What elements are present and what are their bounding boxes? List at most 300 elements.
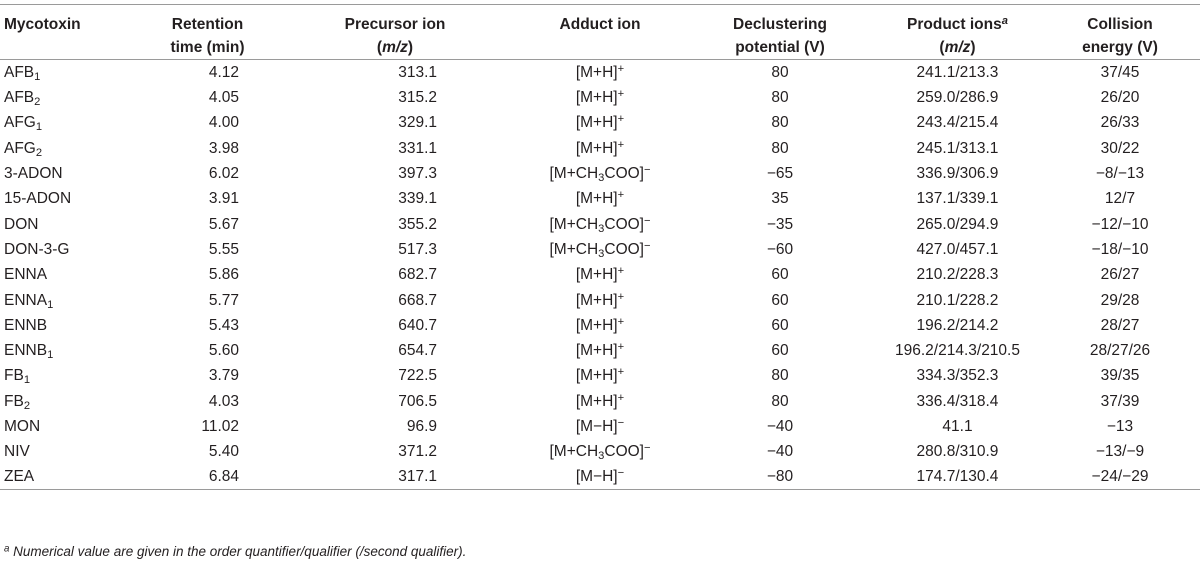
cell-declustering-potential bbox=[685, 161, 875, 186]
product-ions-value: 196.2/214.3/210.5 bbox=[895, 342, 1020, 360]
product-ions-value: 245.1/313.1 bbox=[916, 139, 999, 157]
header-declustering-line1: Declustering bbox=[733, 16, 827, 33]
header-row bbox=[0, 5, 1200, 60]
cell-adduct-ion bbox=[515, 464, 685, 490]
table-row bbox=[0, 439, 1200, 464]
cell-product-ions bbox=[875, 136, 1040, 161]
product-ions-value: 137.1/339.1 bbox=[916, 190, 999, 208]
declustering-potential-value: 80 bbox=[771, 64, 789, 81]
product-ions-value: 280.8/310.9 bbox=[916, 443, 999, 461]
collision-energy-value: 26/33 bbox=[1100, 114, 1140, 132]
table-row bbox=[0, 389, 1200, 414]
table-row bbox=[0, 85, 1200, 110]
adduct-ion-formula: [M+H] bbox=[575, 139, 618, 157]
product-ions-value: 210.1/228.2 bbox=[916, 291, 999, 309]
mycotoxin-name: ENNA bbox=[4, 266, 48, 284]
cell-mycotoxin bbox=[0, 338, 140, 363]
cell-mycotoxin bbox=[0, 363, 140, 388]
precursor-ion-value: 315.2 bbox=[398, 89, 437, 107]
collision-energy-value: −24/−29 bbox=[1091, 468, 1149, 486]
cell-mycotoxin bbox=[0, 136, 140, 161]
declustering-potential-value: 60 bbox=[771, 291, 789, 309]
adduct-ion-formula: [M+H] bbox=[575, 64, 618, 81]
declustering-potential-value: −65 bbox=[766, 165, 794, 183]
collision-energy-value: 12/7 bbox=[1104, 190, 1136, 208]
cell-adduct-ion bbox=[515, 439, 685, 464]
mycotoxin-name: ENNB bbox=[4, 316, 48, 334]
collision-energy-value: 28/27 bbox=[1100, 316, 1140, 334]
precursor-ion-value: 313.1 bbox=[398, 64, 437, 81]
cell-mycotoxin bbox=[0, 262, 140, 287]
cell-precursor-ion bbox=[275, 110, 515, 135]
cell-precursor-ion bbox=[275, 237, 515, 262]
cell-retention-time bbox=[140, 237, 275, 262]
cell-mycotoxin bbox=[0, 414, 140, 439]
collision-energy-value: 28/27/26 bbox=[1089, 342, 1151, 360]
declustering-potential-value: 60 bbox=[771, 316, 789, 334]
adduct-ion-formula: [M+CH bbox=[549, 443, 599, 461]
header-collision-line2: energy (V) bbox=[1082, 39, 1158, 56]
precursor-ion-value: 317.1 bbox=[398, 468, 437, 486]
cell-adduct-ion bbox=[515, 338, 685, 363]
adduct-ion-charge: − bbox=[644, 442, 651, 455]
mycotoxin-name: 3-ADON bbox=[4, 165, 63, 183]
mycotoxin-name-subscript: 2 bbox=[34, 95, 41, 108]
cell-collision-energy bbox=[1040, 211, 1200, 236]
adduct-ion-charge: + bbox=[617, 113, 625, 126]
cell-precursor-ion bbox=[275, 363, 515, 388]
cell-collision-energy bbox=[1040, 389, 1200, 414]
cell-collision-energy bbox=[1040, 186, 1200, 211]
cell-retention-time bbox=[140, 85, 275, 110]
cell-collision-energy bbox=[1040, 262, 1200, 287]
precursor-ion-value: 517.3 bbox=[398, 240, 437, 258]
cell-mycotoxin bbox=[0, 161, 140, 186]
product-ions-value: 210.2/228.3 bbox=[916, 266, 999, 284]
retention-time-value: 4.03 bbox=[208, 392, 239, 410]
cell-precursor-ion bbox=[275, 186, 515, 211]
table-row bbox=[0, 338, 1200, 363]
adduct-ion-formula: [M+H] bbox=[575, 114, 618, 132]
header-retention-line1: Retention bbox=[171, 16, 244, 33]
adduct-ion-formula: [M−H] bbox=[575, 468, 618, 486]
table-body bbox=[0, 60, 1200, 490]
collision-energy-value: −13 bbox=[1106, 418, 1134, 435]
cell-precursor-ion bbox=[275, 287, 515, 312]
cell-collision-energy bbox=[1040, 313, 1200, 338]
cell-product-ions bbox=[875, 464, 1040, 490]
cell-declustering-potential bbox=[685, 110, 875, 135]
cell-mycotoxin bbox=[0, 464, 140, 490]
mycotoxin-table-container bbox=[0, 4, 1200, 490]
cell-collision-energy bbox=[1040, 136, 1200, 161]
cell-product-ions bbox=[875, 211, 1040, 236]
cell-retention-time bbox=[140, 414, 275, 439]
cell-retention-time bbox=[140, 136, 275, 161]
adduct-ion-formula: [M+CH bbox=[549, 215, 599, 233]
adduct-ion-charge: + bbox=[617, 341, 625, 354]
cell-retention-time bbox=[140, 60, 275, 86]
retention-time-value: 5.60 bbox=[208, 342, 239, 360]
footnote-marker: a bbox=[4, 543, 10, 555]
cell-mycotoxin bbox=[0, 287, 140, 312]
product-ions-value: 427.0/457.1 bbox=[916, 240, 999, 258]
header-collision-line1: Collision bbox=[1087, 16, 1153, 33]
header-product-footnote-marker: a bbox=[1001, 14, 1008, 27]
declustering-potential-value: −60 bbox=[766, 240, 794, 258]
cell-mycotoxin bbox=[0, 60, 140, 86]
precursor-ion-value: 654.7 bbox=[398, 342, 437, 360]
cell-declustering-potential bbox=[685, 136, 875, 161]
declustering-potential-value: 80 bbox=[771, 89, 789, 107]
mycotoxin-name: ENNA bbox=[4, 291, 48, 309]
adduct-ion-formula: [M+H] bbox=[575, 291, 618, 309]
cell-precursor-ion bbox=[275, 161, 515, 186]
retention-time-value: 3.91 bbox=[208, 190, 239, 208]
cell-mycotoxin bbox=[0, 313, 140, 338]
table-row bbox=[0, 110, 1200, 135]
cell-mycotoxin bbox=[0, 110, 140, 135]
adduct-ion-formula-rest: COO] bbox=[604, 240, 644, 258]
mycotoxin-name-subscript: 2 bbox=[23, 399, 31, 412]
cell-adduct-ion bbox=[515, 136, 685, 161]
cell-mycotoxin bbox=[0, 439, 140, 464]
cell-precursor-ion bbox=[275, 60, 515, 86]
cell-product-ions bbox=[875, 60, 1040, 86]
table-row bbox=[0, 161, 1200, 186]
retention-time-value: 4.05 bbox=[208, 89, 239, 107]
adduct-ion-charge: + bbox=[617, 315, 625, 328]
cell-declustering-potential bbox=[685, 464, 875, 490]
adduct-ion-formula: [M+H] bbox=[575, 266, 618, 284]
collision-energy-value: 29/28 bbox=[1100, 291, 1140, 309]
declustering-potential-value: 80 bbox=[771, 139, 789, 157]
cell-product-ions bbox=[875, 439, 1040, 464]
adduct-ion-charge: + bbox=[617, 189, 625, 202]
cell-product-ions bbox=[875, 389, 1040, 414]
mycotoxin-name-subscript: 1 bbox=[47, 348, 54, 361]
cell-mycotoxin bbox=[0, 186, 140, 211]
precursor-ion-value: 329.1 bbox=[398, 114, 437, 132]
mycotoxin-name: AFG bbox=[4, 139, 36, 157]
collision-energy-value: 37/39 bbox=[1100, 392, 1140, 410]
precursor-ion-value: 96.9 bbox=[406, 418, 437, 435]
cell-collision-energy bbox=[1040, 161, 1200, 186]
declustering-potential-value: −40 bbox=[766, 418, 794, 435]
table-row bbox=[0, 464, 1200, 490]
cell-retention-time bbox=[140, 363, 275, 388]
declustering-potential-value: 80 bbox=[771, 392, 789, 410]
precursor-ion-value: 331.1 bbox=[398, 139, 437, 157]
mycotoxin-name: AFB bbox=[4, 64, 35, 81]
cell-product-ions bbox=[875, 161, 1040, 186]
cell-declustering-potential bbox=[685, 186, 875, 211]
header-product-line1: Product ions bbox=[907, 16, 1002, 33]
collision-energy-value: 26/20 bbox=[1100, 89, 1140, 107]
cell-product-ions bbox=[875, 363, 1040, 388]
mycotoxin-name: 15-ADON bbox=[4, 190, 72, 208]
mycotoxin-name: MON bbox=[4, 418, 41, 435]
mycotoxin-name: ZEA bbox=[4, 468, 35, 486]
cell-product-ions bbox=[875, 237, 1040, 262]
precursor-ion-value: 371.2 bbox=[398, 443, 437, 461]
cell-mycotoxin bbox=[0, 85, 140, 110]
cell-collision-energy bbox=[1040, 363, 1200, 388]
cell-collision-energy bbox=[1040, 110, 1200, 135]
mycotoxin-name-subscript: 1 bbox=[47, 298, 54, 311]
collision-energy-value: 30/22 bbox=[1100, 139, 1140, 157]
mycotoxin-name-subscript: 1 bbox=[35, 121, 43, 134]
cell-collision-energy bbox=[1040, 439, 1200, 464]
declustering-potential-value: 35 bbox=[771, 190, 789, 208]
collision-energy-value: −18/−10 bbox=[1091, 240, 1149, 258]
cell-retention-time bbox=[140, 262, 275, 287]
retention-time-value: 5.40 bbox=[208, 443, 239, 461]
cell-declustering-potential bbox=[685, 60, 875, 86]
adduct-ion-charge: − bbox=[617, 416, 625, 429]
cell-declustering-potential bbox=[685, 338, 875, 363]
collision-energy-value: −13/−9 bbox=[1095, 443, 1145, 461]
table-row bbox=[0, 313, 1200, 338]
cell-collision-energy bbox=[1040, 464, 1200, 490]
adduct-ion-charge: − bbox=[644, 239, 651, 252]
cell-precursor-ion bbox=[275, 389, 515, 414]
collision-energy-value: −12/−10 bbox=[1091, 215, 1149, 233]
cell-declustering-potential bbox=[685, 363, 875, 388]
cell-adduct-ion bbox=[515, 60, 685, 86]
adduct-ion-charge: − bbox=[644, 164, 651, 177]
adduct-ion-charge: + bbox=[617, 138, 625, 151]
precursor-ion-value: 706.5 bbox=[398, 392, 437, 410]
adduct-ion-formula: [M+CH bbox=[549, 240, 599, 258]
precursor-ion-value: 640.7 bbox=[398, 316, 437, 334]
adduct-ion-subscript: 3 bbox=[598, 247, 605, 260]
precursor-ion-value: 722.5 bbox=[398, 367, 437, 385]
cell-declustering-potential bbox=[685, 313, 875, 338]
cell-retention-time bbox=[140, 389, 275, 414]
product-ions-value: 259.0/286.9 bbox=[916, 89, 999, 107]
table-header bbox=[0, 5, 1200, 60]
cell-product-ions bbox=[875, 110, 1040, 135]
cell-adduct-ion bbox=[515, 161, 685, 186]
mycotoxin-name-subscript: 1 bbox=[34, 70, 41, 83]
cell-collision-energy bbox=[1040, 338, 1200, 363]
cell-product-ions bbox=[875, 262, 1040, 287]
header-retention-line2: time (min) bbox=[170, 39, 245, 56]
precursor-ion-value: 682.7 bbox=[398, 266, 437, 284]
adduct-ion-charge: + bbox=[617, 62, 625, 75]
product-ions-value: 336.9/306.9 bbox=[916, 165, 999, 183]
cell-retention-time bbox=[140, 110, 275, 135]
table-row bbox=[0, 237, 1200, 262]
product-ions-value: 41.1 bbox=[942, 418, 973, 435]
cell-collision-energy bbox=[1040, 237, 1200, 262]
mycotoxin-name: AFG bbox=[4, 114, 36, 132]
product-ions-value: 241.1/213.3 bbox=[916, 64, 999, 81]
retention-time-value: 5.43 bbox=[208, 316, 239, 334]
retention-time-value: 4.12 bbox=[208, 64, 239, 81]
cell-declustering-potential bbox=[685, 439, 875, 464]
retention-time-value: 5.77 bbox=[208, 291, 239, 309]
header-mycotoxin bbox=[0, 5, 140, 60]
retention-time-value: 3.79 bbox=[208, 367, 239, 385]
cell-product-ions bbox=[875, 338, 1040, 363]
cell-retention-time bbox=[140, 464, 275, 490]
cell-adduct-ion bbox=[515, 363, 685, 388]
cell-mycotoxin bbox=[0, 237, 140, 262]
cell-adduct-ion bbox=[515, 287, 685, 312]
adduct-ion-formula: [M−H] bbox=[575, 418, 618, 435]
cell-adduct-ion bbox=[515, 237, 685, 262]
adduct-ion-charge: + bbox=[617, 88, 625, 101]
product-ions-value: 334.3/352.3 bbox=[916, 367, 999, 385]
adduct-ion-charge: + bbox=[617, 265, 625, 278]
adduct-ion-subscript: 3 bbox=[598, 450, 605, 463]
header-adduct-label: Adduct ion bbox=[559, 16, 641, 33]
adduct-ion-subscript: 3 bbox=[598, 222, 605, 235]
product-ions-value: 336.4/318.4 bbox=[916, 392, 999, 410]
retention-time-value: 3.98 bbox=[208, 139, 239, 157]
mycotoxin-name: AFB bbox=[4, 89, 35, 107]
table-row bbox=[0, 262, 1200, 287]
adduct-ion-formula: [M+H] bbox=[575, 316, 618, 334]
product-ions-value: 265.0/294.9 bbox=[916, 215, 999, 233]
declustering-potential-value: −35 bbox=[766, 215, 794, 233]
header-product-ions bbox=[875, 5, 1040, 60]
table-row bbox=[0, 414, 1200, 439]
cell-retention-time bbox=[140, 186, 275, 211]
declustering-potential-value: 60 bbox=[771, 266, 789, 284]
header-declustering-line2: potential (V) bbox=[735, 39, 825, 56]
mycotoxin-name: ENNB bbox=[4, 342, 48, 360]
cell-precursor-ion bbox=[275, 211, 515, 236]
cell-retention-time bbox=[140, 211, 275, 236]
header-precursor-ion bbox=[275, 5, 515, 60]
cell-adduct-ion bbox=[515, 211, 685, 236]
cell-collision-energy bbox=[1040, 414, 1200, 439]
adduct-ion-charge: − bbox=[617, 467, 625, 480]
header-mycotoxin-label: Mycotoxin bbox=[4, 16, 81, 33]
mycotoxin-name: DON bbox=[4, 215, 39, 233]
cell-precursor-ion bbox=[275, 136, 515, 161]
cell-declustering-potential bbox=[685, 237, 875, 262]
cell-precursor-ion bbox=[275, 338, 515, 363]
cell-retention-time bbox=[140, 161, 275, 186]
adduct-ion-charge: − bbox=[644, 214, 651, 227]
header-precursor-line1: Precursor ion bbox=[344, 16, 446, 33]
cell-retention-time bbox=[140, 439, 275, 464]
cell-declustering-potential bbox=[685, 389, 875, 414]
retention-time-value: 4.00 bbox=[208, 114, 239, 132]
precursor-ion-value: 397.3 bbox=[398, 165, 437, 183]
cell-adduct-ion bbox=[515, 186, 685, 211]
declustering-potential-value: −80 bbox=[766, 468, 794, 486]
cell-collision-energy bbox=[1040, 85, 1200, 110]
adduct-ion-subscript: 3 bbox=[598, 171, 605, 184]
cell-precursor-ion bbox=[275, 313, 515, 338]
cell-collision-energy bbox=[1040, 287, 1200, 312]
cell-precursor-ion bbox=[275, 414, 515, 439]
cell-declustering-potential bbox=[685, 414, 875, 439]
adduct-ion-charge: + bbox=[617, 290, 625, 303]
header-declustering-potential bbox=[685, 5, 875, 60]
table-row bbox=[0, 186, 1200, 211]
adduct-ion-formula-rest: COO] bbox=[604, 165, 644, 183]
cell-declustering-potential bbox=[685, 85, 875, 110]
cell-declustering-potential bbox=[685, 211, 875, 236]
table-row bbox=[0, 60, 1200, 86]
cell-mycotoxin bbox=[0, 389, 140, 414]
adduct-ion-formula: [M+H] bbox=[575, 392, 618, 410]
mycotoxin-name-subscript: 2 bbox=[35, 146, 43, 159]
retention-time-value: 6.84 bbox=[208, 468, 239, 486]
adduct-ion-formula-rest: COO] bbox=[604, 215, 644, 233]
cell-adduct-ion bbox=[515, 389, 685, 414]
header-adduct-ion bbox=[515, 5, 685, 60]
precursor-ion-value: 339.1 bbox=[398, 190, 437, 208]
table-row bbox=[0, 211, 1200, 236]
header-retention-time bbox=[140, 5, 275, 60]
collision-energy-value: 26/27 bbox=[1100, 266, 1140, 284]
cell-collision-energy bbox=[1040, 60, 1200, 86]
cell-product-ions bbox=[875, 186, 1040, 211]
cell-product-ions bbox=[875, 414, 1040, 439]
cell-precursor-ion bbox=[275, 262, 515, 287]
retention-time-value: 11.02 bbox=[201, 418, 239, 435]
cell-precursor-ion bbox=[275, 85, 515, 110]
table-row bbox=[0, 136, 1200, 161]
table-row bbox=[0, 363, 1200, 388]
retention-time-value: 5.86 bbox=[208, 266, 239, 284]
retention-time-value: 6.02 bbox=[208, 165, 239, 183]
cell-adduct-ion bbox=[515, 110, 685, 135]
cell-product-ions bbox=[875, 287, 1040, 312]
mycotoxin-name: NIV bbox=[4, 443, 30, 461]
header-precursor-line2: (m/z) bbox=[376, 39, 414, 56]
adduct-ion-formula: [M+H] bbox=[575, 89, 618, 107]
cell-retention-time bbox=[140, 313, 275, 338]
header-product-line2: (m/z) bbox=[939, 39, 976, 56]
cell-adduct-ion bbox=[515, 313, 685, 338]
mycotoxin-name-subscript: 1 bbox=[23, 374, 31, 387]
cell-adduct-ion bbox=[515, 262, 685, 287]
product-ions-value: 174.7/130.4 bbox=[916, 468, 999, 486]
adduct-ion-charge: + bbox=[617, 391, 625, 404]
collision-energy-value: −8/−13 bbox=[1095, 165, 1145, 183]
declustering-potential-value: 80 bbox=[771, 114, 789, 132]
collision-energy-value: 39/35 bbox=[1100, 367, 1140, 385]
table-footnote bbox=[4, 544, 466, 559]
cell-declustering-potential bbox=[685, 262, 875, 287]
cell-adduct-ion bbox=[515, 85, 685, 110]
declustering-potential-value: −40 bbox=[766, 443, 794, 461]
adduct-ion-formula-rest: COO] bbox=[604, 443, 644, 461]
product-ions-value: 196.2/214.2 bbox=[916, 316, 999, 334]
cell-precursor-ion bbox=[275, 464, 515, 490]
cell-mycotoxin bbox=[0, 211, 140, 236]
mycotoxin-name: DON-3-G bbox=[4, 240, 70, 258]
product-ions-value: 243.4/215.4 bbox=[916, 114, 999, 132]
cell-retention-time bbox=[140, 338, 275, 363]
retention-time-value: 5.55 bbox=[208, 240, 239, 258]
collision-energy-value: 37/45 bbox=[1100, 64, 1140, 81]
adduct-ion-charge: + bbox=[617, 366, 625, 379]
adduct-ion-formula: [M+H] bbox=[575, 342, 618, 360]
cell-product-ions bbox=[875, 313, 1040, 338]
cell-declustering-potential bbox=[685, 287, 875, 312]
mycotoxin-name: FB bbox=[4, 392, 24, 410]
cell-adduct-ion bbox=[515, 414, 685, 439]
